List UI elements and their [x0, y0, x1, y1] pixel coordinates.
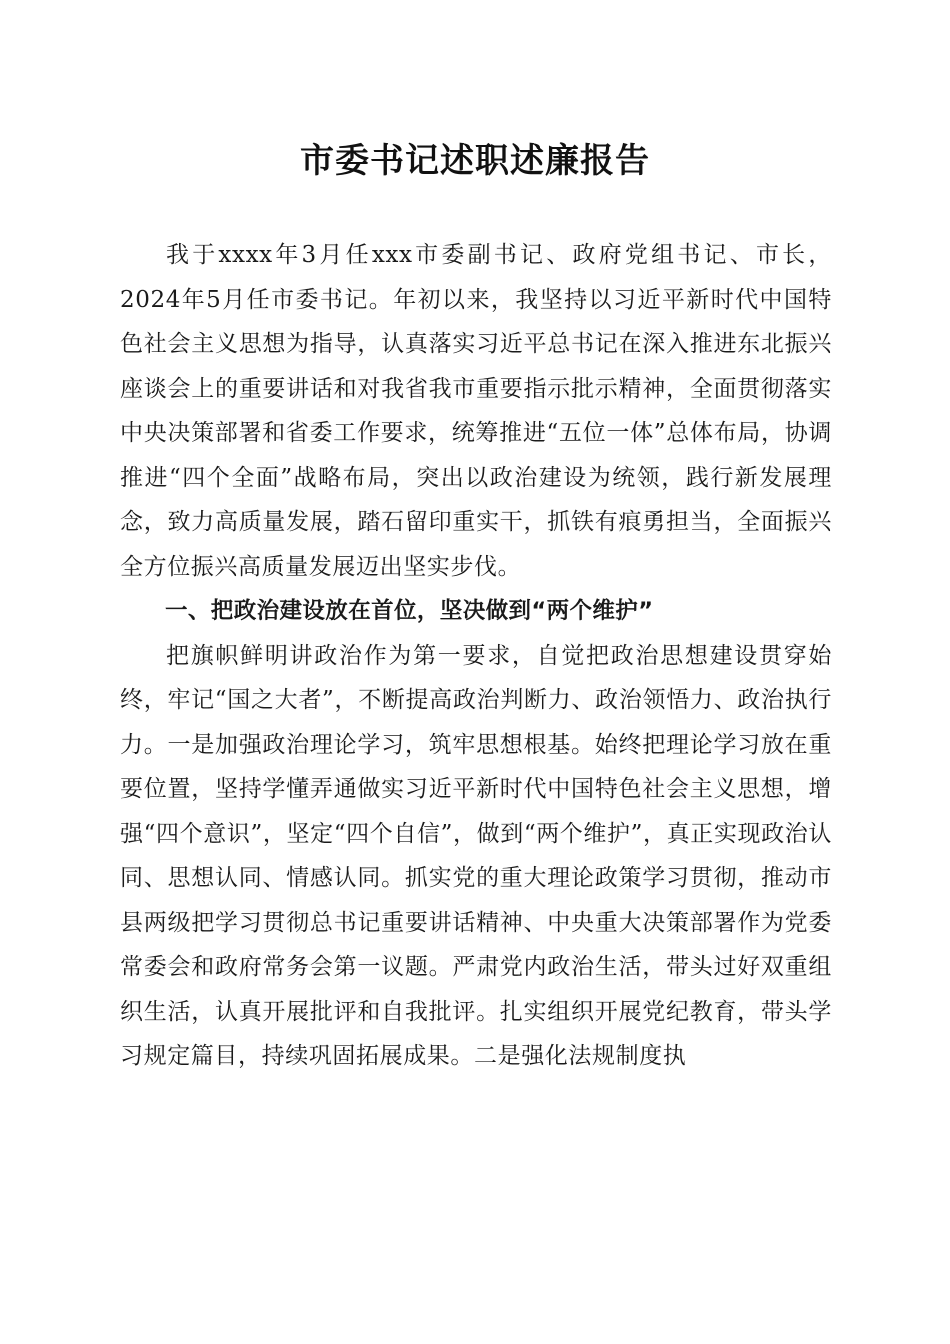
document-title: 市委书记述职述廉报告: [300, 141, 650, 181]
document-body: [120, 233, 832, 1079]
intro-paragraph: 我于xxxx年3月任xxx市委副书记、政府党组书记、市长，2024年5月任市委书记。年初以来，我坚持以习近平新时代中国特色社会主义思想为指导，认真落实习近平总书记在深入推进东北振兴座谈会上的重要讲话和对我省我市重要指示批示精神，全面贯彻落实中央决策部署和省委工作要求，统筹推进“五位一体”总体布局，协调推进“四个全面”战略布局，突出以政治建设为统领，践行新发展理念，致力高质量发展，踏石留印重实干，抓铁有痕勇担当，全面振兴全方位振兴高质量发展迈出坚实步伐。: [120, 242, 832, 580]
section-heading-1: 一、把政治建设放在首位，坚决做到“两个维护”: [165, 598, 654, 624]
section-1-paragraph: 把旗帜鲜明讲政治作为第一要求，自觉把政治思想建设贯穿始终，牢记“国之大者”，不断提高政治判断力、政治领悟力、政治执行力。一是加强政治理论学习，筑牢思想根基。始终把理论学习放在重要位置，坚持学懂弄通做实习近平新时代中国特色社会主义思想，增强“四个意识”，坚定“四个自信”，做到“两个维护”，真正实现政治认同、思想认同、情感认同。抓实党的重大理论政策学习贯彻，推动市县两级把学习贯彻总书记重要讲话精神、中央重大决策部署作为党委常委会和政府常务会第一议题。严肃党内政治生活，带头过好双重组织生活，认真开展批评和自我批评。扎实组织开展党纪教育，带头学习规定篇目，持续巩固拓展成果。二是强化法规制度执: [120, 642, 832, 1069]
